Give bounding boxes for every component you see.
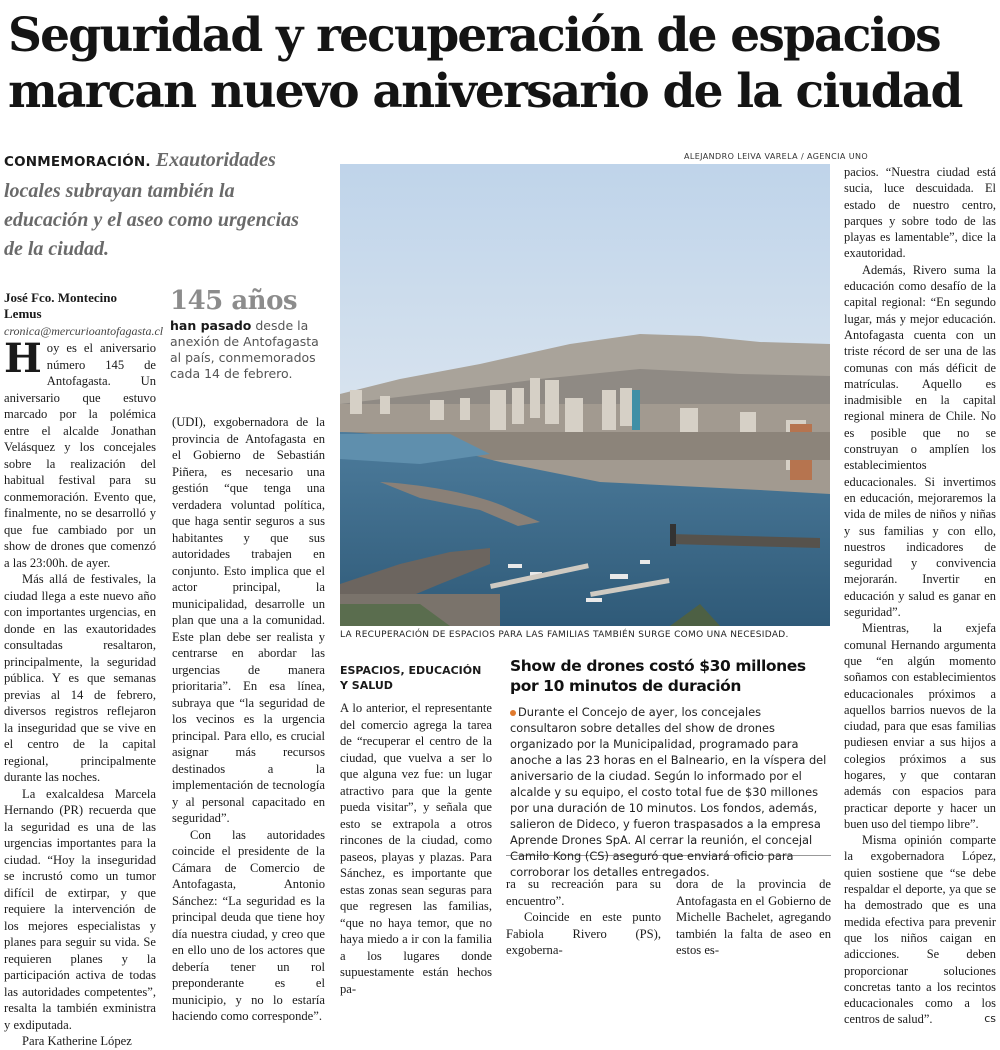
paragraph: ra su recreación para su encuentro”. [506, 877, 661, 908]
section-subhead: ESPACIOS, EDUCACIÓN Y SALUD [340, 664, 482, 692]
fact-body: desde la anexión de Antofagasta al país, conmemorados cada 14 de febrero. [170, 318, 319, 381]
paragraph: Con las autoridades coincide el presidente de la Cámara de Comercio de Antofagasta, Antonio Sánchez: “La seguridad es la principal deuda que tiene hoy día nuestra ciudad, y creo que en ello uno de los actores que debería tener un rol preponderante es el municipio, y no lo estaría haciendo como corresponde”. [172, 827, 325, 1023]
headline-line-1: Seguridad y recuperación de espacios [8, 8, 940, 63]
paragraph: dora de la provincia de Antofagasta en el Gobierno de Michelle Bachelet, agregando también la falta de aseo en estos es- [676, 877, 831, 957]
article-column-4 [506, 876, 661, 959]
paragraph: A lo anterior, el representante del comercio agrega la tarea de “recuperar el centro de la ciudad, que vuelva a ser lo que alguna vez fue: un lugar atractivo para que la gente pueda visitar”, y señala que esto se extrapola a otros rincones de la ciudad, como paseos, playas y plazas. Para Sánchez, es importante que estas zonas sean seguras para que regresen las familias, “que no haya temor, que no haya miedo a ir con la familia a los lugares donde supuestamente están hechos pa- [340, 701, 492, 996]
photo-credit: ALEJANDRO LEIVA VARELA / AGENCIA UNO [684, 152, 869, 161]
article-column-1 [4, 335, 156, 1050]
article-column-2 [172, 414, 325, 1025]
paragraph: Coincide en este punto Fabiola Rivero (PS), exgoberna- [506, 910, 661, 957]
drone-show-sidebar [506, 656, 831, 879]
sidebar-title: Show de drones costó $30 millones por 10 minutos de duración [510, 657, 806, 695]
article-column-3 [340, 700, 492, 997]
headline [8, 8, 998, 120]
photo-caption: LA RECUPERACIÓN DE ESPACIOS PARA LAS FAMILIAS TAMBIÉN SURGE COMO UNA NECESIDAD. [340, 630, 789, 640]
article-column-6 [844, 164, 996, 1028]
paragraph: Para Katherine López [22, 1034, 132, 1048]
paragraph: Más allá de festivales, la ciudad llega a este nuevo año con importantes urgencias, en donde en las exautoridades consultadas resaltaron, principalmente, la seguridad pública. Y es que semanas previas al 14 de febrero, diversos registros reflejaron la inseguridad que se vive en el centro de la capital regional, principalmente durante las noches. [4, 572, 156, 784]
deck-text: Exautoridades locales subrayan también la educación y el aseo como urgencias de la ciudad. [4, 149, 299, 260]
author-name: José Fco. Montecino Lemus [4, 290, 118, 321]
paragraph: Además, Rivero suma la educación como desafío de la capital regional: “En segundo lugar, más y mejor educación. Antofagasta cuenta con un triste récord de ser una de las comunas con más déficit de matrículas. Aquello es inadmisible en la capital regional minera de Chile. No es posible que no se construyan o amplíen los establecimientos educacionales. Si invertimos en educación, mejoraremos la vida de miles de niños y niñas y sus familias y con ello, nuestros indicadores de seguridad y convivencia mejorarán. Invertir en educación y salud es ganar en seguridad”. [844, 262, 996, 620]
fact-number: 145 años [170, 286, 298, 316]
paragraph: La exalcaldesa Marcela Hernando (PR) recuerda que la seguridad es una de las urgencias importantes para la ciudad. “Hoy la inseguridad se incrustó como un tumor difícil de extirpar, y que requiere la intervención de los mejores especialistas y planes para seguir su vida. Se requieren planes y la participación activa de todas las autoridades competentes”, resalta la también exministra y exdiputada. [4, 786, 156, 1032]
byline [4, 290, 164, 339]
fact-lead: han pasado [170, 318, 252, 333]
fact-box [170, 286, 330, 382]
sidebar-text: Durante el Concejo de ayer, los concejales consultaron sobre detalles del show de drones organizado por la Municipalidad, programado para anoche a las 23 horas en el Balneario, en la víspera del aniversario de la ciudad. Según lo informado por el alcalde y su equipo, el costo total fue de $30 millones por una duración de 10 minutos. Los fondos, además, salieron de Dideco, y fueron traspasados a la empresa Aprende Drones SpA. Al cerrar la reunión, el concejal Camilo Kong (CS) aseguró que enviará oficio para corroborar los detalles entregados. [510, 705, 827, 879]
end-mark-icon: cs [984, 1012, 996, 1026]
city-harbor-photo [340, 164, 830, 626]
drop-cap: H [4, 335, 42, 382]
author-email: cronica@mercurioantofagasta.cl [4, 324, 164, 338]
fact-text [170, 318, 330, 382]
paragraph: pacios. “Nuestra ciudad está sucia, luce descuidada. El estado de nuestro centro, parques y sobre todo de las playas es lamentable”, dice la exautoridad. [844, 165, 996, 261]
headline-line-2: marcan nuevo aniversario de la ciudad [8, 64, 962, 119]
bullet-icon [510, 710, 516, 716]
paragraph: Hoy es el aniversario número 145 de Antofagasta. Un aniversario que estuvo marcado por la polémica entre el alcalde Jonathan Velásquez y los concejales sobre la realización del habitual festival para su conmemoración. Evento que, finalmente, no se desarrolló y que fue cambiado por un show de drones que comenzó a las 23:00h. de ayer. [4, 335, 156, 570]
paragraph: Misma opinión comparte la exgobernadora López, quien sostiene que “se debe respaldar el deporte, ya que se ha demostrado que es una medida efectiva para prevenir que los niños caigan en adicciones. Se deben proporcionar soluciones concretas tanto a los recintos educacionales como a los centros de salud”. cs [844, 833, 996, 1027]
paragraph: (UDI), exgobernadora de la provincia de Antofagasta en el Gobierno de Sebastián Piñera, es necesario una gestión “que tenga una verdadera voluntad política, que haga sentir seguros a sus habitantes y que sus autoridades trabajen en conjunto. Esto implica que el actor principal, la municipalidad, desarrolle un plan que una a la comunidad. Este plan debe ser realista y centrarse en abordar las urgencias de manera prioritaria”. En esa línea, subraya que “la seguridad de los vecinos es la urgencia principal. Para ello, es crucial asignar más recursos destinados a la implementación de tecnología y al personal capacitado en seguridad”. [172, 415, 325, 825]
article-column-5 [676, 876, 831, 959]
deck [4, 146, 304, 264]
deck-kicker: CONMEMORACIÓN. [4, 154, 151, 170]
paragraph: Mientras, la exjefa comunal Hernando argumenta que “en algún momento soñamos con establecimientos educacionales próximos a aquellos barrios nuevos de la ciudad, para que esas familias pudiesen enviar a sus hijos a colegios próximos a sus hogares, y que contaran además con espacios para practicar deporte y hacer un buen uso del tiempo libre”. [844, 621, 996, 831]
